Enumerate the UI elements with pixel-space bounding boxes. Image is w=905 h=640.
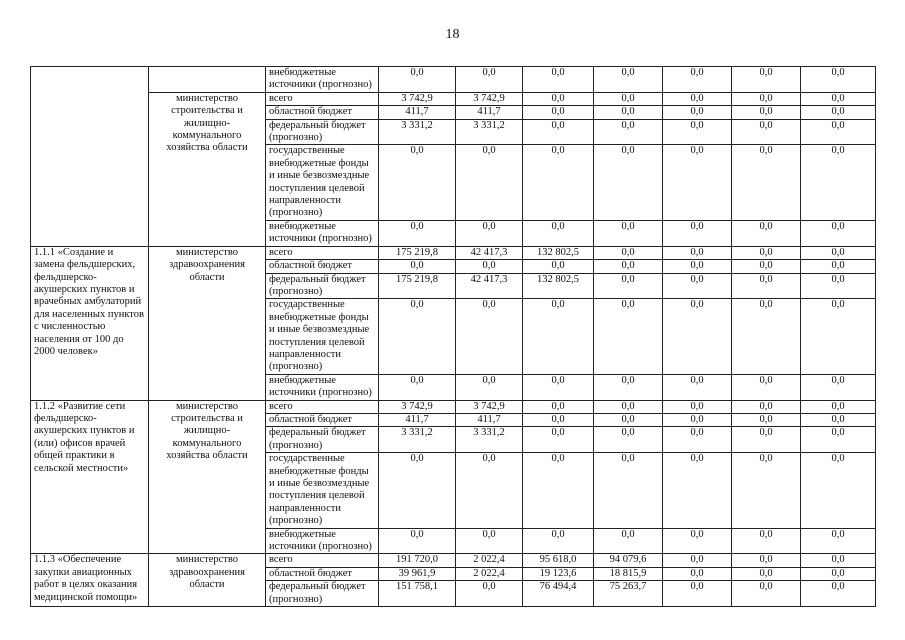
amount-cell: 0,0 xyxy=(523,528,594,554)
amount-cell: 3 742,9 xyxy=(379,92,456,105)
amount-cell: 0,0 xyxy=(523,427,594,453)
amount-cell: 0,0 xyxy=(594,299,663,374)
amount-cell: 0,0 xyxy=(456,374,523,400)
table-row xyxy=(31,67,876,93)
table-row xyxy=(31,246,876,259)
amount-cell: 0,0 xyxy=(523,374,594,400)
amount-cell: 0,0 xyxy=(663,528,732,554)
amount-cell: 0,0 xyxy=(663,413,732,426)
amount-cell: 0,0 xyxy=(663,427,732,453)
amount-cell: 75 263,7 xyxy=(594,581,663,607)
funding-source-cell: областной бюджет xyxy=(266,260,379,273)
amount-cell: 0,0 xyxy=(732,400,801,413)
amount-cell: 0,0 xyxy=(801,260,876,273)
amount-cell: 0,0 xyxy=(801,427,876,453)
executor-cell: министерство строительства и жилищно-коммунального хозяйства области xyxy=(149,92,266,246)
amount-cell: 0,0 xyxy=(663,67,732,93)
amount-cell: 0,0 xyxy=(456,145,523,220)
amount-cell: 0,0 xyxy=(523,106,594,119)
amount-cell: 175 219,8 xyxy=(379,246,456,259)
amount-cell: 42 417,3 xyxy=(456,246,523,259)
amount-cell: 3 742,9 xyxy=(456,92,523,105)
amount-cell: 0,0 xyxy=(456,581,523,607)
amount-cell: 42 417,3 xyxy=(456,273,523,299)
amount-cell: 18 815,9 xyxy=(594,567,663,580)
amount-cell: 0,0 xyxy=(801,119,876,145)
amount-cell: 132 802,5 xyxy=(523,273,594,299)
amount-cell: 0,0 xyxy=(732,453,801,528)
amount-cell: 151 758,1 xyxy=(379,581,456,607)
amount-cell: 0,0 xyxy=(801,67,876,93)
amount-cell: 0,0 xyxy=(663,145,732,220)
executor-cell: министерство здравоохранения области xyxy=(149,554,266,607)
executor-cell: министерство здравоохранения области xyxy=(149,246,266,400)
amount-cell: 132 802,5 xyxy=(523,246,594,259)
amount-cell: 95 618,0 xyxy=(523,554,594,567)
amount-cell: 0,0 xyxy=(456,528,523,554)
amount-cell: 0,0 xyxy=(801,581,876,607)
amount-cell: 3 742,9 xyxy=(379,400,456,413)
amount-cell: 175 219,8 xyxy=(379,273,456,299)
funding-source-cell: государственные внебюджетные фонды и иные безвозмездные поступления целевой направленности (прогнозно) xyxy=(266,299,379,374)
amount-cell: 0,0 xyxy=(801,299,876,374)
amount-cell: 0,0 xyxy=(732,374,801,400)
amount-cell: 3 742,9 xyxy=(456,400,523,413)
funding-source-cell: внебюджетные источники (прогнозно) xyxy=(266,374,379,400)
amount-cell: 0,0 xyxy=(732,273,801,299)
amount-cell: 0,0 xyxy=(663,246,732,259)
amount-cell: 0,0 xyxy=(732,220,801,246)
amount-cell: 0,0 xyxy=(663,581,732,607)
amount-cell: 0,0 xyxy=(801,106,876,119)
amount-cell: 2 022,4 xyxy=(456,554,523,567)
amount-cell: 0,0 xyxy=(379,374,456,400)
amount-cell: 0,0 xyxy=(379,67,456,93)
amount-cell: 411,7 xyxy=(379,106,456,119)
amount-cell: 0,0 xyxy=(801,413,876,426)
program-item-cell: 1.1.2 «Развитие сети фельдшерско-акушерских пунктов и (или) офисов врачей общей практики в сельской местности» xyxy=(31,400,149,554)
amount-cell: 0,0 xyxy=(523,220,594,246)
funding-source-cell: внебюджетные источники (прогнозно) xyxy=(266,220,379,246)
amount-cell: 0,0 xyxy=(663,567,732,580)
amount-cell: 0,0 xyxy=(801,554,876,567)
funding-source-cell: государственные внебюджетные фонды и иные безвозмездные поступления целевой направленности (прогнозно) xyxy=(266,145,379,220)
amount-cell: 0,0 xyxy=(594,119,663,145)
program-item-cell: 1.1.3 «Обеспечение закупки авиационных работ в целях оказания медицинской помощи» xyxy=(31,554,149,607)
amount-cell: 0,0 xyxy=(663,220,732,246)
amount-cell: 0,0 xyxy=(379,260,456,273)
amount-cell: 0,0 xyxy=(379,145,456,220)
amount-cell: 0,0 xyxy=(456,67,523,93)
amount-cell: 0,0 xyxy=(732,567,801,580)
amount-cell: 0,0 xyxy=(594,374,663,400)
amount-cell: 0,0 xyxy=(523,119,594,145)
amount-cell: 0,0 xyxy=(523,145,594,220)
amount-cell: 0,0 xyxy=(379,220,456,246)
amount-cell: 0,0 xyxy=(801,246,876,259)
amount-cell: 0,0 xyxy=(523,400,594,413)
amount-cell: 0,0 xyxy=(594,67,663,93)
program-item-cell: 1.1.1 «Создание и замена фельдшерских, фельдшерско-акушерских пунктов и врачебных амбулаторий для населенных пунктов с численностью населения от 100 до 2000 человек» xyxy=(31,246,149,400)
table-row xyxy=(31,92,876,105)
amount-cell: 0,0 xyxy=(732,246,801,259)
amount-cell: 0,0 xyxy=(732,92,801,105)
amount-cell: 0,0 xyxy=(594,246,663,259)
amount-cell: 3 331,2 xyxy=(379,119,456,145)
amount-cell: 39 961,9 xyxy=(379,567,456,580)
amount-cell: 0,0 xyxy=(594,220,663,246)
amount-cell: 0,0 xyxy=(801,92,876,105)
amount-cell: 0,0 xyxy=(663,453,732,528)
funding-source-cell: областной бюджет xyxy=(266,106,379,119)
amount-cell: 0,0 xyxy=(523,260,594,273)
amount-cell: 0,0 xyxy=(594,260,663,273)
amount-cell: 0,0 xyxy=(663,92,732,105)
amount-cell: 0,0 xyxy=(379,453,456,528)
amount-cell: 0,0 xyxy=(594,145,663,220)
amount-cell: 0,0 xyxy=(523,299,594,374)
amount-cell: 0,0 xyxy=(663,119,732,145)
amount-cell: 0,0 xyxy=(523,413,594,426)
amount-cell: 0,0 xyxy=(732,554,801,567)
funding-source-cell: областной бюджет xyxy=(266,413,379,426)
funding-source-cell: внебюджетные источники (прогнозно) xyxy=(266,67,379,93)
amount-cell: 0,0 xyxy=(663,260,732,273)
funding-source-cell: всего xyxy=(266,92,379,105)
amount-cell: 411,7 xyxy=(456,106,523,119)
amount-cell: 19 123,6 xyxy=(523,567,594,580)
amount-cell: 76 494,4 xyxy=(523,581,594,607)
amount-cell: 0,0 xyxy=(732,106,801,119)
amount-cell: 0,0 xyxy=(523,92,594,105)
table-row xyxy=(31,400,876,413)
amount-cell: 0,0 xyxy=(663,106,732,119)
funding-source-cell: государственные внебюджетные фонды и иные безвозмездные поступления целевой направленности (прогнозно) xyxy=(266,453,379,528)
amount-cell: 0,0 xyxy=(663,273,732,299)
amount-cell: 0,0 xyxy=(594,413,663,426)
amount-cell: 0,0 xyxy=(801,145,876,220)
amount-cell: 3 331,2 xyxy=(456,119,523,145)
amount-cell: 0,0 xyxy=(801,453,876,528)
amount-cell: 0,0 xyxy=(732,427,801,453)
amount-cell: 94 079,6 xyxy=(594,554,663,567)
amount-cell: 0,0 xyxy=(594,273,663,299)
amount-cell: 0,0 xyxy=(594,453,663,528)
executor-cell: министерство строительства и жилищно-коммунального хозяйства области xyxy=(149,400,266,554)
amount-cell: 411,7 xyxy=(379,413,456,426)
amount-cell: 3 331,2 xyxy=(379,427,456,453)
amount-cell: 0,0 xyxy=(801,273,876,299)
amount-cell: 0,0 xyxy=(801,567,876,580)
amount-cell: 0,0 xyxy=(732,413,801,426)
program-item-cell xyxy=(31,67,149,247)
funding-source-cell: федеральный бюджет (прогнозно) xyxy=(266,273,379,299)
amount-cell: 3 331,2 xyxy=(456,427,523,453)
amount-cell: 0,0 xyxy=(594,106,663,119)
funding-source-cell: внебюджетные источники (прогнозно) xyxy=(266,528,379,554)
amount-cell: 0,0 xyxy=(594,400,663,413)
executor-cell xyxy=(149,67,266,93)
amount-cell: 0,0 xyxy=(379,299,456,374)
amount-cell: 0,0 xyxy=(523,67,594,93)
page-number: 18 xyxy=(445,27,460,42)
funding-source-cell: всего xyxy=(266,400,379,413)
funding-source-cell: федеральный бюджет (прогнозно) xyxy=(266,427,379,453)
amount-cell: 0,0 xyxy=(594,528,663,554)
amount-cell: 0,0 xyxy=(732,260,801,273)
amount-cell: 0,0 xyxy=(801,374,876,400)
amount-cell: 191 720,0 xyxy=(379,554,456,567)
amount-cell: 0,0 xyxy=(456,299,523,374)
amount-cell: 0,0 xyxy=(456,220,523,246)
funding-source-cell: всего xyxy=(266,246,379,259)
amount-cell: 0,0 xyxy=(732,581,801,607)
amount-cell: 0,0 xyxy=(456,260,523,273)
funding-source-cell: областной бюджет xyxy=(266,567,379,580)
amount-cell: 411,7 xyxy=(456,413,523,426)
funding-source-cell: всего xyxy=(266,554,379,567)
amount-cell: 0,0 xyxy=(801,220,876,246)
amount-cell: 0,0 xyxy=(732,528,801,554)
funding-table xyxy=(30,66,876,607)
amount-cell: 0,0 xyxy=(594,92,663,105)
funding-source-cell: федеральный бюджет (прогнозно) xyxy=(266,119,379,145)
amount-cell: 0,0 xyxy=(732,299,801,374)
amount-cell: 0,0 xyxy=(379,528,456,554)
amount-cell: 0,0 xyxy=(732,119,801,145)
amount-cell: 0,0 xyxy=(594,427,663,453)
amount-cell: 0,0 xyxy=(663,299,732,374)
amount-cell: 0,0 xyxy=(801,400,876,413)
amount-cell: 0,0 xyxy=(732,145,801,220)
funding-source-cell: федеральный бюджет (прогнозно) xyxy=(266,581,379,607)
amount-cell: 0,0 xyxy=(732,67,801,93)
amount-cell: 0,0 xyxy=(663,374,732,400)
table-row xyxy=(31,554,876,567)
amount-cell: 0,0 xyxy=(523,453,594,528)
amount-cell: 0,0 xyxy=(663,400,732,413)
amount-cell: 0,0 xyxy=(456,453,523,528)
amount-cell: 2 022,4 xyxy=(456,567,523,580)
amount-cell: 0,0 xyxy=(663,554,732,567)
amount-cell: 0,0 xyxy=(801,528,876,554)
